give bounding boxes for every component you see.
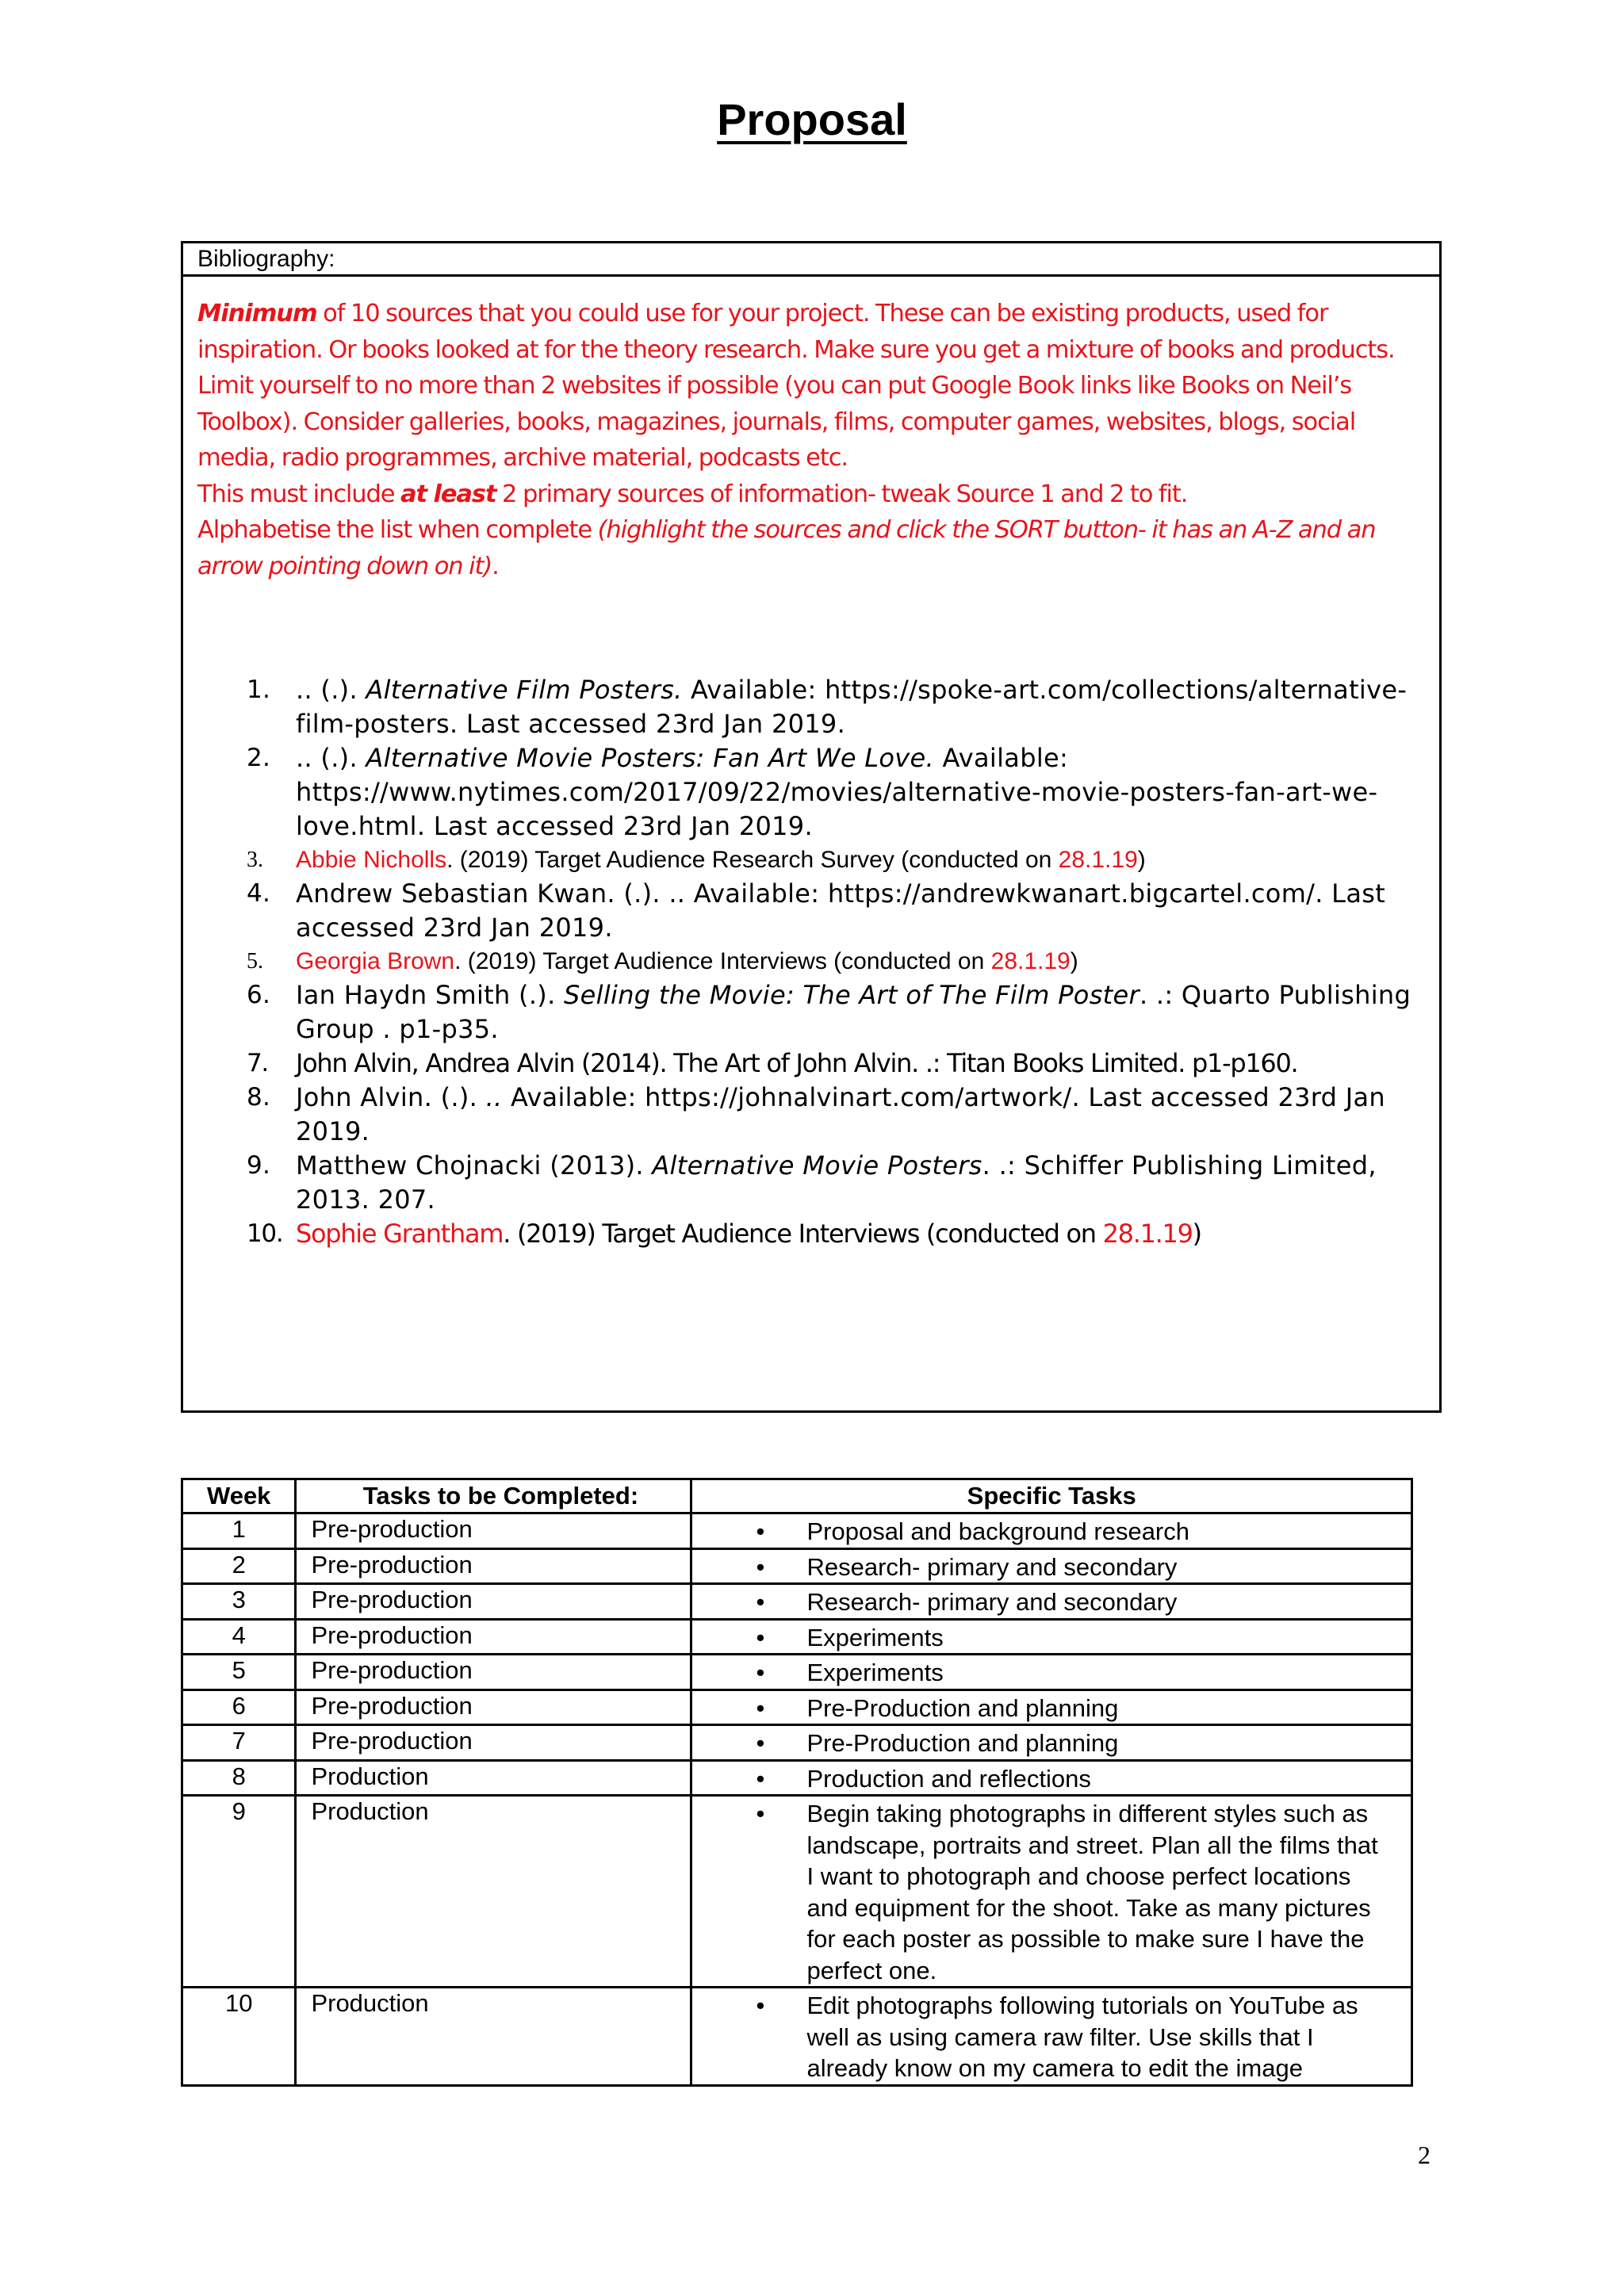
reference-number: 10. — [247, 1219, 283, 1248]
reference-title: Selling the Movie: The Art of The Film Poster — [564, 980, 1139, 1010]
reference-number: 5. — [247, 949, 263, 974]
table-row — [182, 1584, 1412, 1620]
specific-cell — [691, 1725, 1412, 1761]
reference-number: 2. — [247, 744, 271, 772]
reference-text: Ian Haydn Smith (.). — [296, 980, 565, 1010]
reference-author: Georgia Brown — [296, 948, 455, 974]
specific-text: Pre-Production and planning — [806, 1693, 1119, 1722]
at-least-word: at least — [400, 480, 496, 508]
table-row — [182, 1548, 1412, 1584]
specific-text: Experiments — [806, 1659, 944, 1686]
reference-text: ) — [1070, 948, 1078, 974]
reference-text: .. (.). — [296, 675, 366, 705]
reference-item — [247, 1149, 1420, 1217]
bullet: • — [756, 1800, 765, 1827]
reference-item — [247, 1081, 1420, 1149]
bibliography-instructions — [183, 277, 1439, 584]
week-cell: 10 — [182, 1988, 296, 2086]
reference-title: Alternative Movie Posters: Fan Art We Love. — [366, 743, 934, 773]
week-cell: 9 — [182, 1796, 296, 1988]
week-cell: 1 — [182, 1513, 296, 1549]
bullet: • — [756, 1588, 765, 1616]
schedule-header-row — [182, 1479, 1412, 1513]
specific-tasks-header: Specific Tasks — [691, 1479, 1412, 1513]
specific-cell — [691, 1689, 1412, 1725]
reference-author: Sophie Grantham — [296, 1219, 504, 1249]
specific-text: Production and reflections — [806, 1764, 1091, 1793]
reference-text: . .: Schiffer Publishing Limited, 2013. 207. — [296, 1150, 1377, 1215]
reference-text: Available: https://johnalvinart.com/artwork/. Last accessed 23rd Jan 2019. — [296, 1082, 1385, 1146]
specific-text: Research- primary and secondary — [806, 1588, 1178, 1616]
table-row — [182, 1760, 1412, 1796]
reference-text: Available: https://www.nytimes.com/2017/09/22/movies/alternative-movie-posters-fan-art-we-love.html. Last accessed 23rd Jan 2019. — [296, 743, 1378, 841]
reference-item — [247, 877, 1420, 945]
task-cell: Production — [296, 1760, 691, 1796]
reference-text: . (2019) Target Audience Interviews (conducted on — [503, 1219, 1103, 1249]
reference-list — [247, 673, 1420, 1251]
reference-number: 6. — [247, 981, 271, 1009]
bullet: • — [756, 1693, 765, 1722]
reference-item — [247, 741, 1420, 844]
reference-item — [247, 945, 1420, 978]
reference-text: Available: https://spoke-art.com/collections/alternative-film-posters. Last accessed 23rd Jan 2019. — [296, 675, 1408, 739]
table-row — [182, 1689, 1412, 1725]
reference-title: Alternative Film Posters. — [366, 675, 683, 705]
specific-cell — [691, 1513, 1412, 1549]
page-title: Proposal — [717, 94, 907, 144]
reference-date: 28.1.19 — [1102, 1219, 1193, 1249]
instructions-text-2-post: 2 primary sources of information- tweak Source 1 and 2 to fit. — [496, 480, 1188, 508]
specific-cell — [691, 1988, 1412, 2086]
task-cell: Pre-production — [296, 1655, 691, 1690]
bullet: • — [756, 1992, 765, 2019]
specific-text: Edit photographs following tutorials on YouTube as well as using camera raw filter. Use skills that I already know on my camera to edit the image — [806, 1992, 1358, 2082]
task-cell: Pre-production — [296, 1689, 691, 1725]
instructions-text-2-pre: This must include — [197, 480, 401, 508]
bullet: • — [756, 1659, 765, 1686]
task-cell: Pre-production — [296, 1584, 691, 1620]
specific-cell — [691, 1584, 1412, 1620]
reference-number: 4. — [247, 879, 271, 908]
reference-title: Alternative Movie Posters — [652, 1150, 982, 1181]
table-row — [182, 1796, 1412, 1988]
specific-cell — [691, 1548, 1412, 1584]
reference-item — [247, 673, 1420, 741]
instructions-text-3-italic: (highlight the sources and click the SORT button- it has an A-Z and an arrow pointing down on it) — [197, 516, 1376, 580]
task-cell: Pre-production — [296, 1725, 691, 1761]
table-row — [182, 1619, 1412, 1655]
reference-date: 28.1.19 — [990, 948, 1071, 974]
reference-item — [247, 844, 1420, 877]
reference-text: John Alvin, Andrea Alvin (2014). The Art of John Alvin. .: Titan Books Limited. p1-p160. — [296, 1048, 1298, 1078]
week-cell: 2 — [182, 1548, 296, 1584]
reference-text: . (2019) Target Audience Interviews (conducted on — [454, 948, 991, 974]
specific-text: Begin taking photographs in different styles such as landscape, portraits and street. Plan all the films that I want to photograph and choose perfect locations and equipment for the shoot. Take as many pictures for each poster as possible to make sure I have the perfect one. — [806, 1800, 1378, 1984]
specific-text: Pre-Production and planning — [806, 1729, 1119, 1757]
specific-cell — [691, 1796, 1412, 1988]
week-header: Week — [182, 1479, 296, 1513]
schedule-table — [181, 1478, 1413, 2087]
table-row — [182, 1513, 1412, 1549]
table-row — [182, 1725, 1412, 1761]
bullet: • — [756, 1764, 765, 1793]
week-cell: 6 — [182, 1689, 296, 1725]
week-cell: 3 — [182, 1584, 296, 1620]
reference-text: .. (.). — [296, 743, 366, 773]
reference-title: .. — [485, 1082, 503, 1112]
specific-cell — [691, 1655, 1412, 1690]
instructions-text-3-pre: Alphabetise the list when complete — [197, 516, 598, 544]
specific-text: Research- primary and secondary — [806, 1552, 1178, 1581]
reference-text: . .: Quarto Publishing Group . p1-p35. — [296, 980, 1411, 1044]
reference-text: Matthew Chojnacki (2013). — [296, 1150, 653, 1181]
task-cell: Production — [296, 1988, 691, 2086]
reference-text: . (2019) Target Audience Research Survey (conducted on — [446, 847, 1059, 873]
table-row — [182, 1655, 1412, 1690]
tasks-header: Tasks to be Completed: — [296, 1479, 691, 1513]
reference-number: 3. — [247, 848, 263, 872]
reference-author: Abbie Nicholls — [296, 847, 447, 873]
minimum-word: Minimum — [197, 300, 317, 327]
reference-text: Andrew Sebastian Kwan. (.). .. Available: https://andrewkwanart.bigcartel.com/. Last accessed 23rd Jan 2019. — [296, 878, 1386, 943]
reference-number: 7. — [247, 1049, 268, 1077]
reference-date: 28.1.19 — [1058, 847, 1138, 873]
week-cell: 7 — [182, 1725, 296, 1761]
instructions-text-1: of 10 sources that you could use for your project. These can be existing products, used for inspiration. Or books looked at for the theory research. Make sure you get a mixture of books and products. Limit yourself to no more than 2 websites if possible (you can put Google Book links like Books on Neil’s Toolbox). Consider galleries, books, magazines, journals, films, computer games, websites, blogs, social media, radio programmes, archive material, podcasts etc. — [197, 300, 1395, 472]
task-cell: Pre-production — [296, 1619, 691, 1655]
reference-item — [247, 978, 1420, 1047]
specific-cell — [691, 1619, 1412, 1655]
specific-text: Proposal and background research — [806, 1517, 1189, 1545]
bibliography-box — [181, 241, 1442, 1413]
reference-item — [247, 1047, 1420, 1081]
bullet: • — [756, 1729, 765, 1757]
reference-number: 1. — [247, 675, 271, 704]
reference-number: 8. — [247, 1083, 271, 1112]
bullet: • — [756, 1517, 765, 1545]
bullet: • — [756, 1552, 765, 1581]
page-number: 2 — [1418, 2141, 1431, 2169]
reference-text: ) — [1192, 1219, 1201, 1249]
table-row — [182, 1988, 1412, 2086]
week-cell: 4 — [182, 1619, 296, 1655]
week-cell: 5 — [182, 1655, 296, 1690]
bibliography-header: Bibliography: — [183, 243, 1439, 277]
instructions-text-3-post: . — [492, 552, 499, 580]
task-cell: Pre-production — [296, 1513, 691, 1549]
reference-number: 9. — [247, 1151, 271, 1180]
reference-text: John Alvin. (.). — [296, 1082, 486, 1112]
task-cell: Production — [296, 1796, 691, 1988]
reference-item — [247, 1217, 1420, 1251]
reference-text: ) — [1137, 847, 1146, 873]
specific-cell — [691, 1760, 1412, 1796]
specific-text: Experiments — [806, 1623, 944, 1651]
week-cell: 8 — [182, 1760, 296, 1796]
task-cell: Pre-production — [296, 1548, 691, 1584]
bullet: • — [756, 1623, 765, 1651]
